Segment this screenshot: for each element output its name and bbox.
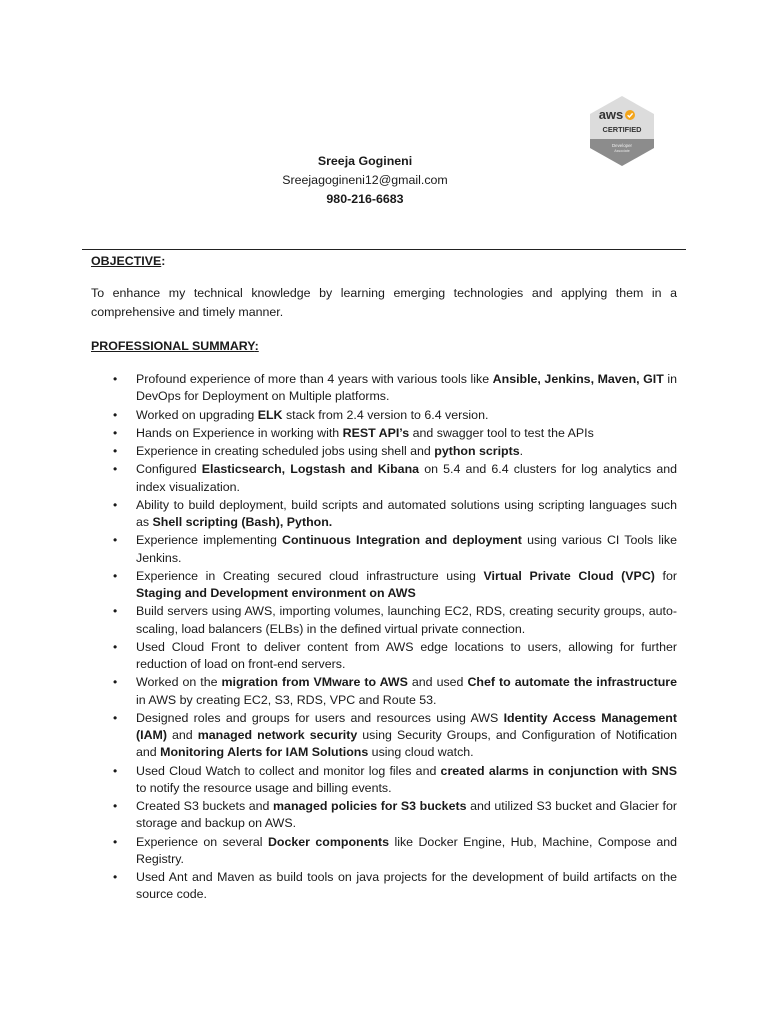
summary-item-bold-text: Docker components [267, 834, 390, 849]
summary-item [91, 834, 677, 868]
summary-item-bold-text: Shell scripting (Bash), Python. [152, 515, 333, 530]
summary-item [91, 425, 677, 442]
summary-item [91, 710, 677, 762]
summary-item [91, 407, 677, 424]
aws-certified-badge [586, 95, 658, 167]
objective-heading [91, 253, 165, 269]
summary-item-text: Experience in Creating secured cloud infrastructure using [136, 568, 484, 583]
summary-item-text: . [519, 444, 524, 459]
summary-item-text: and swagger tool to test the APIs [409, 425, 594, 440]
summary-item-text: Designed roles and groups for users and resources using AWS [136, 710, 504, 725]
summary-item-bold-text: Chef to automate the infrastructure [467, 675, 677, 690]
summary-item-bold-text: managed network security [197, 728, 358, 743]
summary-item-text: on 5.4 and 6.4 clusters for log analytics and index visualization. [136, 462, 678, 494]
summary-item [91, 497, 677, 531]
summary-item-text: stack from 2.4 version to 6.4 version. [282, 407, 489, 422]
badge-line3: Associate [614, 149, 630, 153]
aws-certified-badge-icon [586, 95, 658, 167]
summary-item-text: using Security Groups, and Configuration of Notification and [136, 728, 678, 760]
summary-item-text: Hands on Experience in working with [136, 425, 343, 440]
summary-item [91, 798, 677, 832]
summary-item [91, 869, 677, 903]
summary-item-bold-text: migration from VMware to AWS [221, 675, 408, 690]
summary-heading [91, 338, 259, 354]
check-icon [625, 110, 635, 120]
summary-heading-label: PROFESSIONAL SUMMARY [91, 339, 255, 353]
summary-item-text: Used Ant and Maven as build tools on java projects for the development of build artifacts on the source code. [136, 870, 677, 902]
summary-item-bold-text: Ansible, Jenkins, Maven, GIT [492, 372, 664, 386]
badge-line2: Developer [611, 143, 633, 148]
candidate-name: Sreeja Gogineni [317, 154, 413, 168]
bullet-icon: • [113, 799, 118, 814]
summary-item-text: using various CI Tools like Jenkins. [136, 533, 677, 565]
summary-item-text: in DevOps for Deployment on Multiple platforms. [136, 372, 678, 404]
summary-item-text: Worked on the [136, 675, 222, 690]
summary-item-text: using cloud watch. [368, 745, 474, 760]
summary-item [91, 603, 677, 637]
summary-item-text: Experience in creating scheduled jobs using shell and [136, 444, 435, 459]
bullet-icon: • [113, 425, 118, 440]
summary-item-text: Used Cloud Front to deliver content from AWS edge locations to users, allowing for further reduction of load on front-end servers. [136, 639, 677, 672]
summary-item-bold-text: Elasticsearch, Logstash and Kibana [201, 462, 420, 477]
summary-heading-colon: : [254, 339, 259, 353]
bullet-icon: • [113, 834, 118, 849]
header-divider [82, 249, 686, 250]
summary-item-text: and used [407, 675, 468, 690]
summary-item-text: Created S3 buckets and [136, 799, 274, 814]
summary-item-text: Worked on upgrading [136, 407, 258, 422]
summary-item-bold-text: Identity Access Management (IAM) [136, 710, 678, 743]
bullet-icon: • [113, 639, 118, 654]
summary-item [91, 568, 677, 602]
bullet-icon: • [113, 675, 118, 690]
objective-heading-label: OBJECTIVE [91, 254, 162, 268]
summary-item-text: Used Cloud Watch to collect and monitor log files and [136, 763, 441, 778]
summary-item [91, 674, 677, 708]
summary-item-text: in AWS by creating EC2, S3, RDS, VPC and Route 53. [136, 692, 437, 707]
summary-item-bold-text: REST API’s [342, 425, 410, 440]
summary-item-text: Configured [136, 462, 202, 477]
summary-item-bold-text: python scripts [434, 444, 520, 459]
badge-brand: aws [598, 107, 624, 122]
badge-certified-label: CERTIFIED [602, 125, 642, 134]
summary-item-text: Profound experience of more than 4 years with various tools like [136, 372, 493, 386]
bullet-icon: • [113, 462, 118, 477]
bullet-icon: • [113, 870, 118, 885]
summary-item [91, 461, 677, 495]
bullet-icon: • [113, 533, 118, 548]
bullet-icon: • [113, 763, 118, 778]
summary-item-bold-text: Virtual Private Cloud (VPC) [483, 568, 655, 583]
summary-item-text: Experience implementing [136, 533, 283, 548]
summary-item-text: and utilized S3 bucket and Glacier for storage and backup on AWS. [136, 799, 677, 831]
summary-item-text: and [166, 728, 198, 743]
summary-item [91, 763, 677, 797]
summary-item [91, 443, 677, 460]
bullet-icon: • [113, 604, 118, 619]
summary-item-text: to notify the resource usage and billing events. [136, 780, 392, 795]
summary-item-text: for [654, 568, 677, 583]
bullet-icon: • [113, 407, 118, 422]
bullet-icon: • [113, 710, 118, 725]
bullet-icon: • [113, 444, 118, 459]
bullet-icon: • [113, 568, 118, 583]
summary-item-bold-text: managed policies for S3 buckets [273, 799, 467, 814]
bullet-icon: • [113, 497, 118, 512]
summary-item-bold-text: ELK [257, 407, 283, 422]
summary-item-text: Ability to build deployment, build scripts and automated solutions using scripting languages such as [136, 497, 677, 530]
candidate-email: Sreejagogineni12@gmail.com [282, 173, 448, 187]
summary-item-text: Build servers using AWS, importing volumes, launching EC2, RDS, creating security groups, auto-scaling, load balancers (ELBs) in the defined virtual private connection. [136, 604, 677, 636]
summary-item-bold-text: created alarms in conjunction with SNS [440, 763, 677, 778]
candidate-phone: 980-216-6683 [326, 192, 404, 206]
summary-item-text: like Docker Engine, Hub, Machine, Compose and Registry. [136, 834, 677, 866]
summary-item-bold-text: Monitoring Alerts for IAM Solutions [160, 745, 369, 760]
objective-heading-colon: : [161, 254, 166, 268]
summary-item [91, 532, 677, 566]
summary-list [91, 371, 677, 905]
summary-item-bold-text: Staging and Development environment on AWS [136, 586, 416, 601]
bullet-icon: • [113, 372, 118, 386]
summary-item [91, 371, 677, 405]
objective-text: To enhance my technical knowledge by learning emerging technologies and applying them in a comprehensive and timely manner. [91, 286, 677, 319]
summary-item-text: Experience on several [136, 834, 268, 849]
summary-item-bold-text: Continuous Integration and deployment [282, 533, 522, 548]
summary-item [91, 639, 677, 673]
